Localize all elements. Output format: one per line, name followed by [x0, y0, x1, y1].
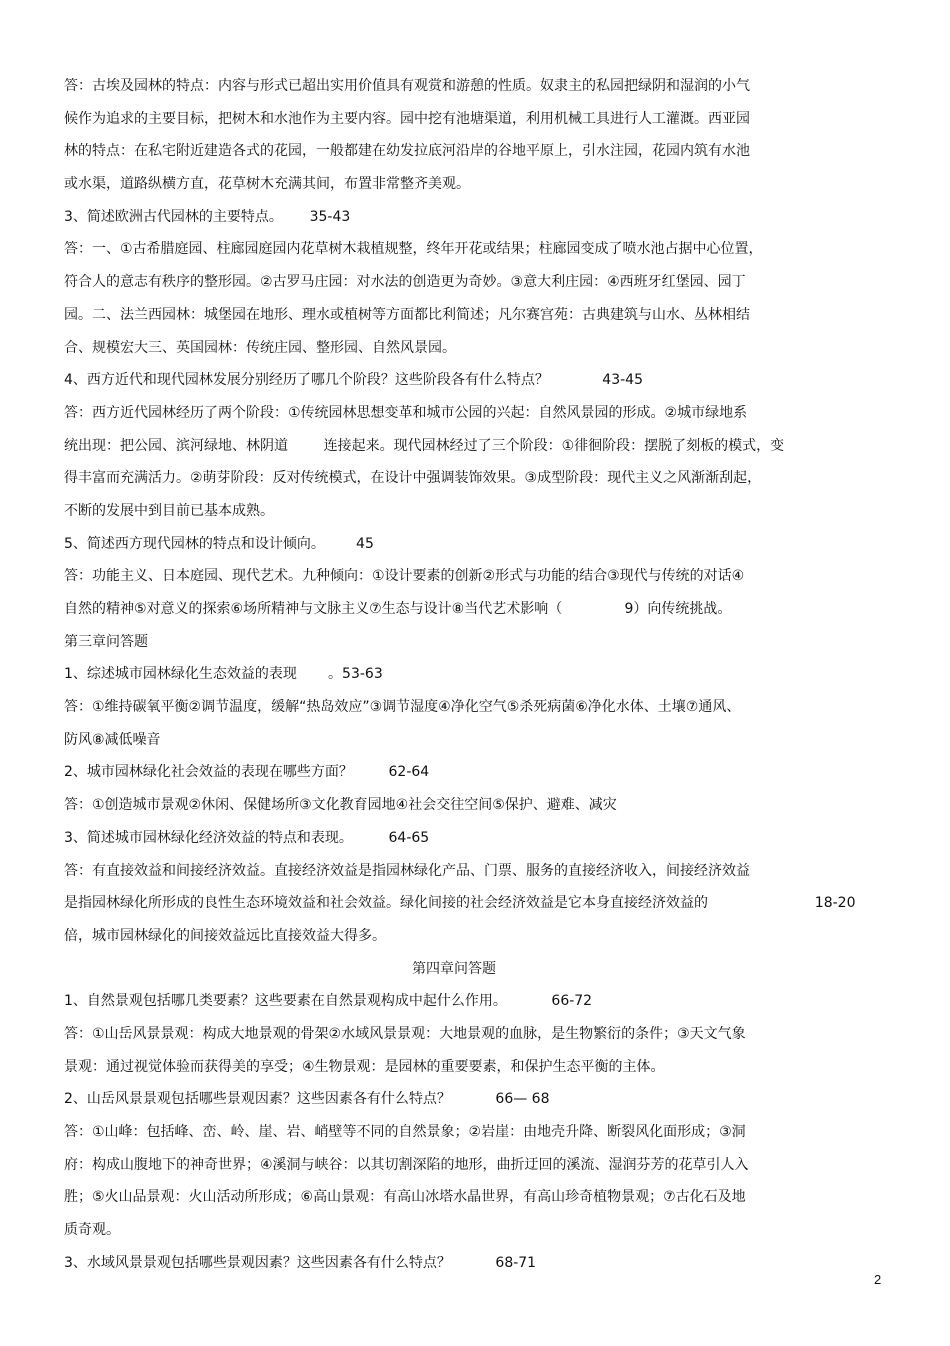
question-line: 2、城市园林绿化社会效益的表现在哪些方面？ 62-64	[64, 764, 430, 781]
question-line: 3、水域风景景观包括哪些景观因素？这些因素各有什么特点？ 68-71	[64, 1254, 537, 1271]
text-line: 是指园林绿化所形成的良性生态环境效益和社会效益。绿化间接的社会经济效益是它本身直接经济效益的 18-20	[64, 895, 856, 912]
text-line: 胜；⑤火山品景观：火山活动所形成；⑥高山景观：有高山冰塔水晶世界，有高山珍奇植物景观；⑦古化石及地	[64, 1189, 746, 1206]
text-line: 候作为追求的主要目标，把树木和水池作为主要内容。园中挖有池塘渠道，利用机械工具进行人工灌溉。西亚园	[64, 110, 750, 127]
text-line: 答：功能主义、日本庭园、现代艺术。九种倾向：①设计要素的创新②形式与功能的结合③现代与传统的对话④	[64, 568, 745, 585]
question-line: 1、综述城市园林绿化生态效益的表现 。53-63	[64, 666, 383, 683]
text-line: 不断的发展中到目前已基本成熟。	[64, 502, 274, 519]
text-line: 统出现：把公园、滨河绿地、林阴道 连接起来。现代园林经过了三个阶段：①徘徊阶段：摆脱了刻板的模式，变	[64, 437, 785, 454]
text-line: 答：①维持碳氧平衡②调节温度，缓解“热岛效应”③调节湿度④净化空气⑤杀死病菌⑥净化水体、土壤⑦通风、	[64, 699, 741, 716]
text-line: 答：①创造城市景观②休闲、保健场所③文化教育园地④社会交往空间⑤保护、避难、减灾	[64, 797, 617, 814]
text-line: 府：构成山腹地下的神奇世界；④溪洞与峡谷：以其切割深陷的地形，曲折迂回的溪流、湿润芬芳的花草引人入	[64, 1156, 749, 1173]
text-line: 林的特点：在私宅附近建造各式的花园，一般都建在幼发拉底河沿岸的谷地平原上，引水注园，花园内筑有水池	[64, 143, 750, 160]
page-number: 2	[874, 1272, 882, 1287]
chapter-heading: 第三章问答题	[64, 633, 148, 650]
question-line: 1、自然景观包括哪几类要素？这些要素在自然景观构成中起什么作用。 66-72	[64, 993, 593, 1010]
text-line: 倍，城市园林绿化的间接效益远比直接效益大得多。	[64, 927, 386, 944]
text-line: 园。二、法兰西园林：城堡园在地形、理水或植树等方面都比利简述；凡尔赛宫苑：古典建筑与山水、丛林相结	[64, 306, 750, 323]
document-body	[64, 70, 884, 1279]
question-line: 3、简述欧洲古代园林的主要特点。 35-43	[64, 208, 351, 225]
question-line: 2、山岳风景景观包括哪些景观因素？这些因素各有什么特点？ 66— 68	[64, 1091, 550, 1108]
text-line: 答：一、①古希腊庭园、柱廊园庭园内花草树木栽植规整，终年开花或结果；柱廊园变成了喷水池占据中心位置，	[64, 241, 763, 258]
text-line: 质奇观。	[64, 1222, 120, 1239]
text-line: 答：古埃及园林的特点：内容与形式已超出实用价值具有观赏和游憩的性质。奴隶主的私园把绿阴和湿润的小气	[64, 78, 750, 94]
chapter-heading: 第四章问答题	[412, 960, 496, 977]
text-line: 景观：通过视觉体验而获得美的享受；④生物景观：是园林的重要要素，和保护生态平衡的主体。	[64, 1058, 665, 1075]
question-line: 5、简述西方现代园林的特点和设计倾向。 45	[64, 535, 374, 552]
text-line: 答：有直接效益和间接经济效益。直接经济效益是指园林绿化产品、门票、服务的直接经济收入，间接经济效益	[64, 862, 750, 879]
text-line: 自然的精神⑤对意义的探索⑥场所精神与文脉主义⑦生态与设计⑧当代艺术影响（ 9）向传统挑战。	[64, 601, 732, 617]
text-line: 合、规模宏大三、英国园林：传统庄园、整形园、自然风景园。	[64, 339, 456, 356]
text-line: 答：①山峰：包括峰、峦、岭、崖、岩、峭壁等不同的自然景象；②岩崖：由地壳升降、断裂风化面形成；③洞	[64, 1124, 746, 1140]
text-line: 符合人的意志有秩序的整形园。②古罗马庄园：对水法的创造更为奇妙。③意大利庄园：④西班牙红堡园、园丁	[64, 274, 746, 291]
text-line: 得丰富而充满活力。②萌芽阶段：反对传统模式，在设计中强调装饰效果。③成型阶段：现代主义之风渐渐刮起，	[64, 470, 762, 487]
text-line: 答：西方近代园林经历了两个阶段：①传统园林思想变革和城市公园的兴起：自然风景园的形成。②城市绿地系	[64, 404, 748, 421]
text-line: 答：①山岳风景景观：构成大地景观的骨架②水域风景景观：大地景观的血脉，是生物繁衍的条件；③天文气象	[64, 1025, 746, 1042]
text-line: 或水渠，道路纵横方直，花草树木充满其间，布置非常整齐美观。	[64, 176, 470, 193]
text-line: 防风⑧减低噪音	[64, 731, 161, 748]
question-line: 3、简述城市园林绿化经济效益的特点和表现。 64-65	[64, 829, 430, 846]
question-line: 4、西方近代和现代园林发展分别经历了哪几个阶段？这些阶段各有什么特点？ 43-45	[64, 372, 643, 389]
